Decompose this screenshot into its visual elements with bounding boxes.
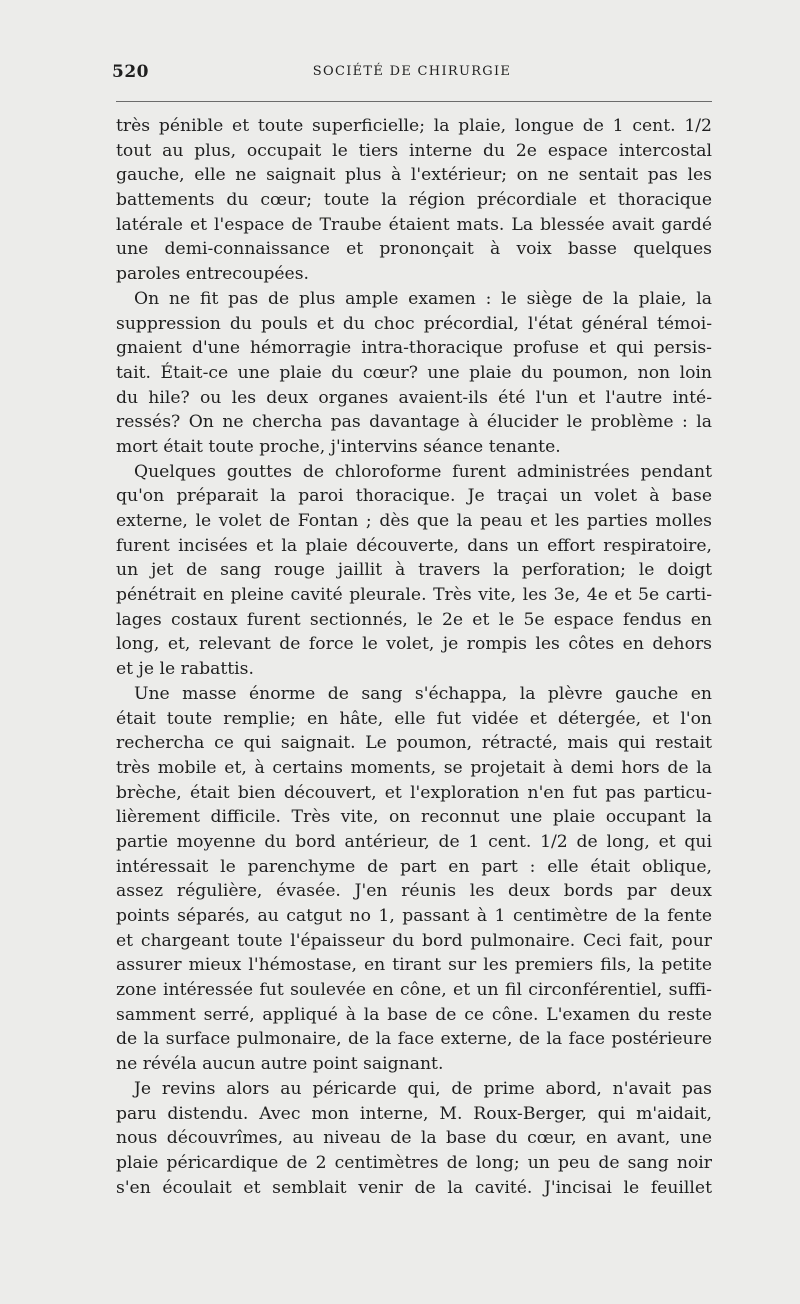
text-line: tait. Était-ce une plaie du cœur? une plaie du poumon, non loin: [116, 362, 712, 383]
header-rule: [116, 101, 712, 102]
text-line: était toute remplie; en hâte, elle fut vidée et détergée, et l'on: [116, 708, 712, 729]
text-line: assurer mieux l'hémostase, en tirant sur les premiers fils, la petite: [116, 955, 712, 976]
text-line: nous découvrîmes, au niveau de la base du cœur, en avant, une: [116, 1128, 712, 1149]
text-line: lièrement difficile. Très vite, on reconnut une plaie occupant la: [116, 807, 712, 828]
text-line: s'en écoulait et semblait venir de la cavité. J'incisai le feuillet: [116, 1177, 712, 1198]
text-line: ne révéla aucun autre point saignant.: [116, 1054, 444, 1075]
text-line: rechercha ce qui saignait. Le poumon, rétracté, mais qui restait: [116, 733, 712, 754]
text-line: pénétrait en pleine cavité pleurale. Très vite, les 3e, 4e et 5e carti-: [116, 585, 712, 606]
text-line: points séparés, au catgut no 1, passant à 1 centimètre de la fente: [116, 906, 712, 926]
text-line: paru distendu. Avec mon interne, M. Roux-Berger, qui m'aidait,: [116, 1103, 712, 1124]
text-line: lages costaux furent sectionnés, le 2e et le 5e espace fendus en: [116, 609, 712, 630]
journal-title: SOCIÉTÉ DE CHIRURGIE: [312, 64, 512, 79]
text-line: battements du cœur; toute la région précordiale et thoracique: [116, 190, 712, 211]
text-line: très pénible et toute superficielle; la plaie, longue de 1 cent. 1/2: [116, 116, 712, 136]
text-line: samment serré, appliqué à la base de ce cône. L'examen du reste: [116, 1004, 712, 1025]
text-line: furent incisées et la plaie découverte, dans un effort respiratoire,: [116, 535, 712, 556]
text-line: qu'on préparait la paroi thoracique. Je traçai un volet à base: [116, 486, 712, 507]
text-line: zone intéressée fut soulevée en cône, et un fil circonférentiel, suffi-: [116, 980, 712, 1001]
text-line: gnaient d'une hémorragie intra-thoracique profuse et qui persis-: [116, 338, 712, 359]
text-line: très mobile et, à certains moments, se projetait à demi hors de la: [116, 757, 712, 778]
page-number: 520: [112, 62, 149, 82]
text-line: brèche, était bien découvert, et l'exploration n'en fut pas particu-: [116, 782, 712, 803]
text-line: du hile? ou les deux organes avaient-ils été l'un et l'autre inté-: [116, 387, 712, 408]
text-line: Je revins alors au péricarde qui, de prime abord, n'avait pas: [134, 1078, 712, 1099]
text-line: partie moyenne du bord antérieur, de 1 cent. 1/2 de long, et qui: [116, 831, 712, 852]
text-line: assez régulière, évasée. J'en réunis les deux bords par deux: [116, 881, 712, 902]
running-head: [112, 62, 712, 86]
text-line: et chargeant toute l'épaisseur du bord pulmonaire. Ceci fait, pour: [116, 930, 712, 951]
text-line: et je le rabattis.: [116, 659, 254, 680]
text-line: intéressait le parenchyme de part en part : elle était oblique,: [116, 856, 712, 877]
text-line: On ne fit pas de plus ample examen : le siège de la plaie, la: [134, 288, 712, 309]
text-line: une demi-connaissance et prononçait à voix basse quelques: [116, 239, 712, 260]
text-line: latérale et l'espace de Traube étaient mats. La blessée avait gardé: [116, 214, 712, 235]
text-line: plaie péricardique de 2 centimètres de long; un peu de sang noir: [116, 1152, 712, 1173]
text-line: tout au plus, occupait le tiers interne du 2e espace intercostal: [116, 140, 712, 161]
text-line: suppression du pouls et du choc précordial, l'état général témoi-: [116, 313, 712, 334]
text-line: Une masse énorme de sang s'échappa, la plèvre gauche en: [134, 683, 712, 704]
body-text: [116, 114, 712, 1200]
text-line: paroles entrecoupées.: [116, 264, 309, 285]
text-line: mort était toute proche, j'intervins séance tenante.: [116, 436, 561, 457]
text-line: externe, le volet de Fontan ; dès que la peau et les parties molles: [116, 511, 712, 531]
text-line: un jet de sang rouge jaillit à travers la perforation; le doigt: [116, 560, 712, 581]
text-line: long, et, relevant de force le volet, je rompis les côtes en dehors: [116, 634, 712, 655]
text-line: de la surface pulmonaire, de la face externe, de la face postérieure: [116, 1029, 712, 1050]
text-line: ressés? On ne chercha pas davantage à élucider le problème : la: [116, 412, 712, 433]
text-line: Quelques gouttes de chloroforme furent administrées pendant: [134, 461, 712, 482]
text-line: gauche, elle ne saignait plus à l'extérieur; on ne sentait pas les: [116, 165, 712, 186]
